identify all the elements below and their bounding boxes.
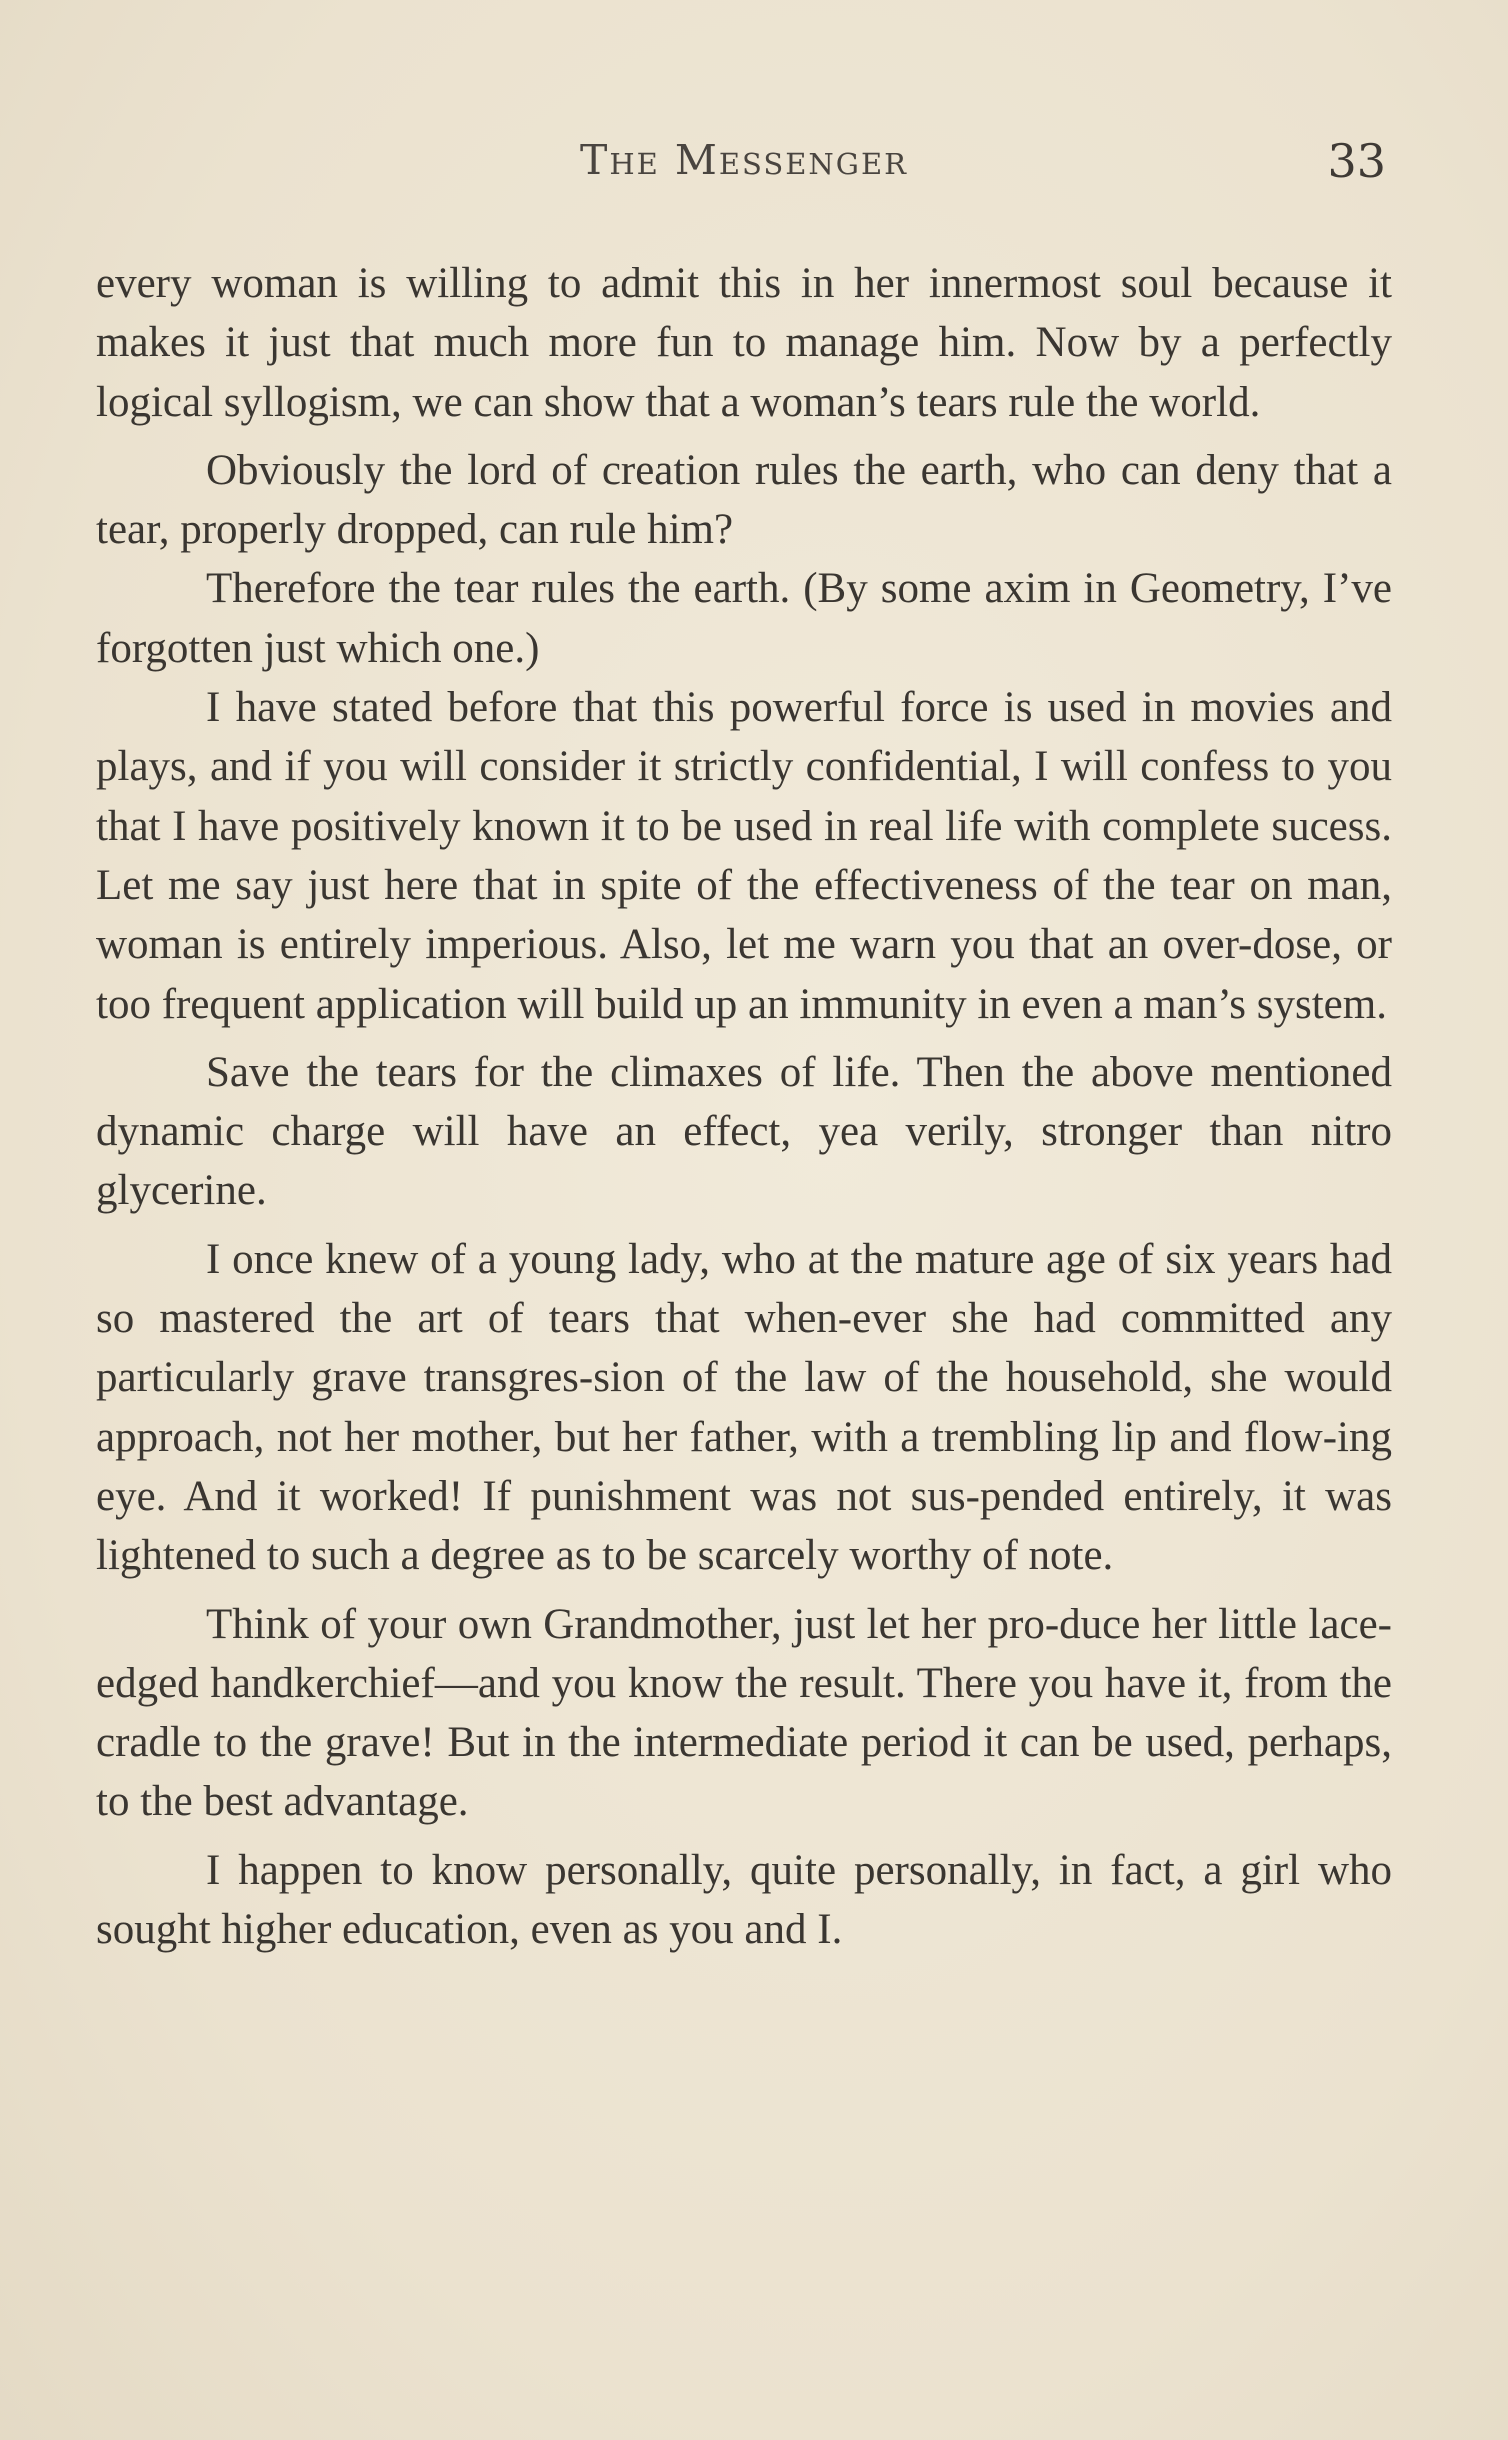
page-header	[96, 136, 1392, 196]
paragraph: I have stated before that this powerful force is used in movies and plays, and if you will consider it strictly confidential, I will confess to you that I have positively known it to be used in real life with complete sucess. Let me say just here that in spite of the effectiveness of the tear on man, woman is entirely imperious. Also, let me warn you that an over-dose, or too frequent application will build up an immunity in even a man’s system.	[96, 684, 1392, 1028]
body-text	[96, 254, 1392, 1968]
paragraph: Therefore the tear rules the earth. (By some axim in Geometry, I’ve forgotten just which one.)	[96, 565, 1392, 672]
paragraph: Save the tears for the climaxes of life. Then the above mentioned dynamic charge will have an effect, yea verily, stronger than nitro glycerine.	[96, 1048, 1392, 1215]
paragraph: every woman is willing to admit this in her innermost soul because it makes it just that much more fun to manage him. Now by a perfectly logical syllogism, we can show that a woman’s tears rule the world.	[96, 260, 1392, 426]
paragraph: Obviously the lord of creation rules the earth, who can deny that a tear, properly dropped, can rule him?	[96, 446, 1392, 554]
paragraph: I happen to know personally, quite personally, in fact, a girl who sought higher education, even as you and I.	[96, 1846, 1392, 1954]
paragraph: I once knew of a young lady, who at the mature age of six years had so mastered the art of tears that when-ever she had committed any particularly grave transgres-sion of the law of the household, she would approach, not her mother, but her father, with a trembling lip and flow-ing eye. And it worked! If punishment was not sus-pended entirely, it was lightened to such a degree as to be scarcely worthy of note.	[96, 1235, 1392, 1580]
page-number: 33	[1327, 134, 1386, 188]
running-title: The Messenger	[580, 136, 908, 184]
paragraph: Think of your own Grandmother, just let her pro-duce her little lace-edged handkerchief—and you know the result. There you have it, from the cradle to the grave! But in the intermediate period it can be used, perhaps, to the best advantage.	[96, 1600, 1392, 1826]
